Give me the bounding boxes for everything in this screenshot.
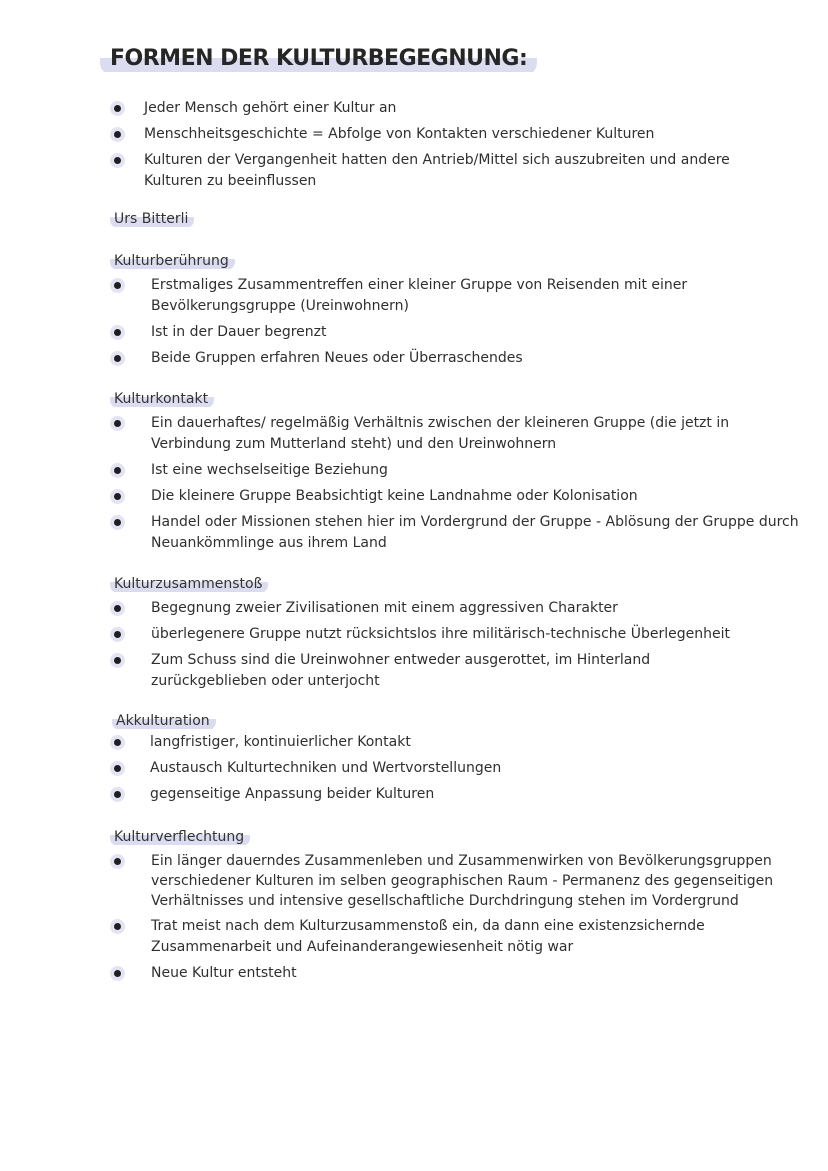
bullet-icon <box>114 970 121 977</box>
list-item-text: langfristiger, kontinuierlicher Kontakt <box>150 734 411 750</box>
list-item-text: Neue Kultur entsteht <box>151 965 297 981</box>
section-list-akkulturation <box>0 732 828 810</box>
list-item-text: Zum Schuss sind die Ureinwohner entweder ausgerottet, im Hinterland zurückgeblieben oder unterjocht <box>151 652 651 689</box>
list-item <box>0 963 828 984</box>
bullet-icon <box>114 605 121 612</box>
intro-list <box>0 98 828 197</box>
section-heading-kulturverflechtung: Kulturverflechtung <box>110 828 250 846</box>
list-item-text: Die kleinere Gruppe Beabsichtigt keine Landnahme oder Kolonisation <box>151 488 638 504</box>
bullet-icon <box>114 282 121 289</box>
bullet-icon <box>114 657 121 664</box>
list-item <box>0 758 828 779</box>
bullet-icon <box>114 131 121 138</box>
bullet-icon <box>114 355 121 362</box>
bullet-icon <box>114 765 121 772</box>
list-item-text: Beide Gruppen erfahren Neues oder Überraschendes <box>151 350 523 366</box>
bullet-icon <box>114 329 121 336</box>
list-item-text: Austausch Kulturtechniken und Wertvorstellungen <box>150 760 502 776</box>
bullet-icon <box>114 791 121 798</box>
section-heading-akkulturation: Akkulturation <box>112 712 216 730</box>
bullet-icon <box>114 631 121 638</box>
list-item-text: Begegnung zweier Zivilisationen mit einem aggressiven Charakter <box>151 600 618 616</box>
bullet-icon <box>114 105 121 112</box>
list-item-text: Ein länger dauerndes Zusammenleben und Zusammenwirken von Bevölkerungsgruppen verschiedener Kulturen im selben geographischen Raum - Permanenz des gegenseitigen Verhältnisses und intensive gesellschaftliche Durchdringung stehen im Vordergrund <box>151 853 774 909</box>
list-item <box>0 348 828 369</box>
list-item-text: Handel oder Missionen stehen hier im Vordergrund der Gruppe - Ablösung der Gruppe durch Neuankömmlinge aus ihrem Land <box>151 514 799 551</box>
list-item <box>0 460 828 481</box>
page-title: FORMEN DER KULTURBEGEGNUNG: <box>100 44 537 75</box>
bullet-icon <box>114 519 121 526</box>
bullet-icon <box>114 493 121 500</box>
list-item <box>0 150 828 192</box>
list-item <box>0 624 828 645</box>
list-item <box>0 486 828 507</box>
list-item-text: Trat meist nach dem Kulturzusammenstoß ein, da dann eine existenzsichernde Zusammenarbeit und Aufeinanderangewiesenheit nötig war <box>151 918 705 955</box>
list-item-text: Ist eine wechselseitige Beziehung <box>151 462 388 478</box>
section-list-kulturzusammenstoss <box>0 598 828 697</box>
list-item <box>0 650 828 692</box>
list-item <box>0 916 828 958</box>
list-item-text: überlegenere Gruppe nutzt rücksichtslos ihre militärisch-technische Überlegenheit <box>151 626 730 642</box>
list-item-text: Ist in der Dauer begrenzt <box>151 324 327 340</box>
section-heading-kulturberuehrung: Kulturberührung <box>110 252 235 270</box>
list-item <box>0 413 828 455</box>
list-item-text: Kulturen der Vergangenheit hatten den Antrieb/Mittel sich auszubreiten und andere Kulturen zu beeinflussen <box>144 152 730 189</box>
list-item <box>0 275 828 317</box>
section-heading-kulturkontakt: Kulturkontakt <box>110 390 214 408</box>
list-item <box>0 124 828 145</box>
list-item <box>0 98 828 119</box>
list-item <box>0 784 828 805</box>
list-item <box>0 851 828 911</box>
list-item <box>0 512 828 554</box>
bullet-icon <box>114 420 121 427</box>
section-list-kulturberuehrung <box>0 275 828 374</box>
list-item-text: Menschheitsgeschichte = Abfolge von Kontakten verschiedener Kulturen <box>144 126 655 142</box>
bullet-icon <box>114 467 121 474</box>
list-item-text: Jeder Mensch gehört einer Kultur an <box>144 100 397 116</box>
section-heading-kulturzusammenstoss: Kulturzusammenstoß <box>110 575 268 593</box>
list-item-text: Ein dauerhaftes/ regelmäßig Verhältnis zwischen der kleineren Gruppe (die jetzt in Verbindung zum Mutterland steht) und den Ureinwohnern <box>151 415 730 452</box>
list-item <box>0 732 828 753</box>
list-item <box>0 322 828 343</box>
bullet-icon <box>114 739 121 746</box>
section-list-kulturkontakt <box>0 413 828 559</box>
list-item-text: gegenseitige Anpassung beider Kulturen <box>150 786 435 802</box>
section-list-kulturverflechtung <box>0 851 828 989</box>
list-item <box>0 598 828 619</box>
bullet-icon <box>114 858 121 865</box>
author-name: Urs Bitterli <box>110 210 194 228</box>
bullet-icon <box>114 923 121 930</box>
bullet-icon <box>114 157 121 164</box>
list-item-text: Erstmaliges Zusammentreffen einer kleiner Gruppe von Reisenden mit einer Bevölkerungsgruppe (Ureinwohnern) <box>151 277 688 314</box>
